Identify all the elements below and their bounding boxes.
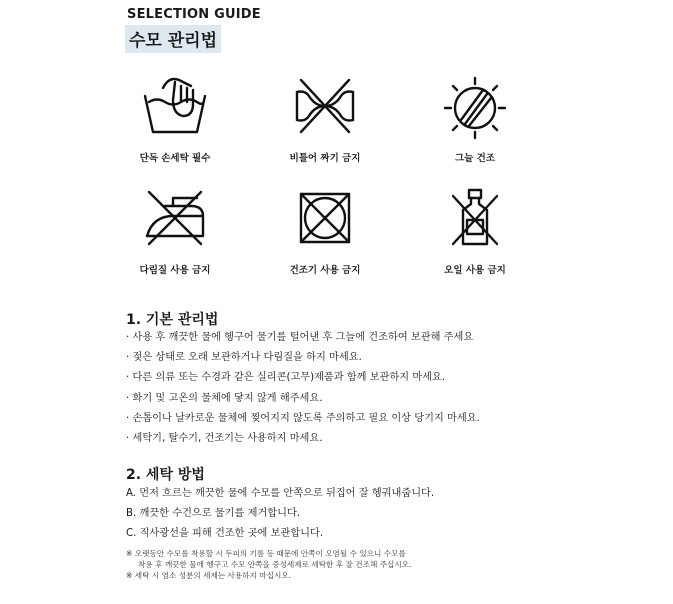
list-item: · 다른 의류 또는 수경과 같은 실리콘(고무)제품과 함께 보관하지 마세요. [126, 371, 480, 391]
care-label: 다림질 사용 금지 [139, 265, 211, 276]
list-item: C. 직사광선을 피해 건조한 곳에 보관합니다. [126, 528, 324, 540]
care-symbol-grid [100, 70, 550, 280]
no-oil-icon [439, 182, 511, 254]
care-item-hand-wash [100, 70, 250, 164]
page-title: 수모 관리법 [125, 25, 221, 53]
no-wringing-icon [289, 70, 361, 142]
note-line: ※ 오랫동안 수모를 착용할 시 두피의 기름 등 때문에 안쪽이 오염될 수 있으니 수모를 [126, 549, 406, 558]
care-label: 그늘 건조 [454, 153, 495, 164]
care-label: 오일 사용 금지 [444, 265, 506, 276]
shade-dry-icon [439, 70, 511, 142]
no-ironing-icon [139, 182, 211, 254]
care-item-no-wringing [250, 70, 400, 164]
care-label: 건조기 사용 금지 [289, 265, 361, 276]
section-title-basic-care: 1. 기본 관리법 [126, 312, 219, 328]
note-line: 착용 후 깨끗한 물에 헹구고 수모 안쪽을 중성세제로 세탁한 후 잘 건조해 주십시오. [138, 560, 412, 569]
list-item: · 젖은 상태로 오래 보관하거나 다림질을 하지 마세요. [126, 351, 480, 371]
notes [126, 548, 411, 581]
list-item: B. 깨끗한 수건으로 물기를 제거합니다. [126, 508, 301, 520]
list-item: A. 먼저 흐르는 깨끗한 물에 수모를 안쪽으로 뒤집어 잘 헹궈내줍니다. [126, 488, 435, 499]
care-label: 단독 손세탁 필수 [139, 153, 211, 164]
list-item: · 화기 및 고온의 물체에 닿지 않게 해주세요. [126, 392, 480, 412]
no-tumble-dry-icon [289, 182, 361, 254]
basic-care-list [126, 331, 480, 452]
list-item: · 손톱이나 날카로운 물체에 찢어지지 않도록 주의하고 필요 이상 당기지 마세요. [126, 412, 480, 432]
guide-eyebrow: SELECTION GUIDE [127, 7, 261, 22]
care-item-no-tumble-dry [250, 182, 400, 276]
wash-method-list [126, 487, 434, 548]
care-item-shade-dry [400, 70, 550, 164]
hand-wash-icon [139, 70, 211, 142]
list-item: · 사용 후 깨끗한 물에 헹구어 물기를 털어낸 후 그늘에 건조하여 보관해 주세요 [126, 331, 480, 351]
list-item: · 세탁기, 탈수기, 건조기는 사용하지 마세요. [126, 432, 480, 452]
care-label: 비틀어 짜기 금지 [289, 153, 361, 164]
care-item-no-oil [400, 182, 550, 276]
section-title-wash-method: 2. 세탁 방법 [126, 467, 205, 483]
note-line: ※ 세탁 시 염소 성분의 세제는 사용하지 마십시오. [126, 571, 292, 580]
care-item-no-ironing [100, 182, 250, 276]
